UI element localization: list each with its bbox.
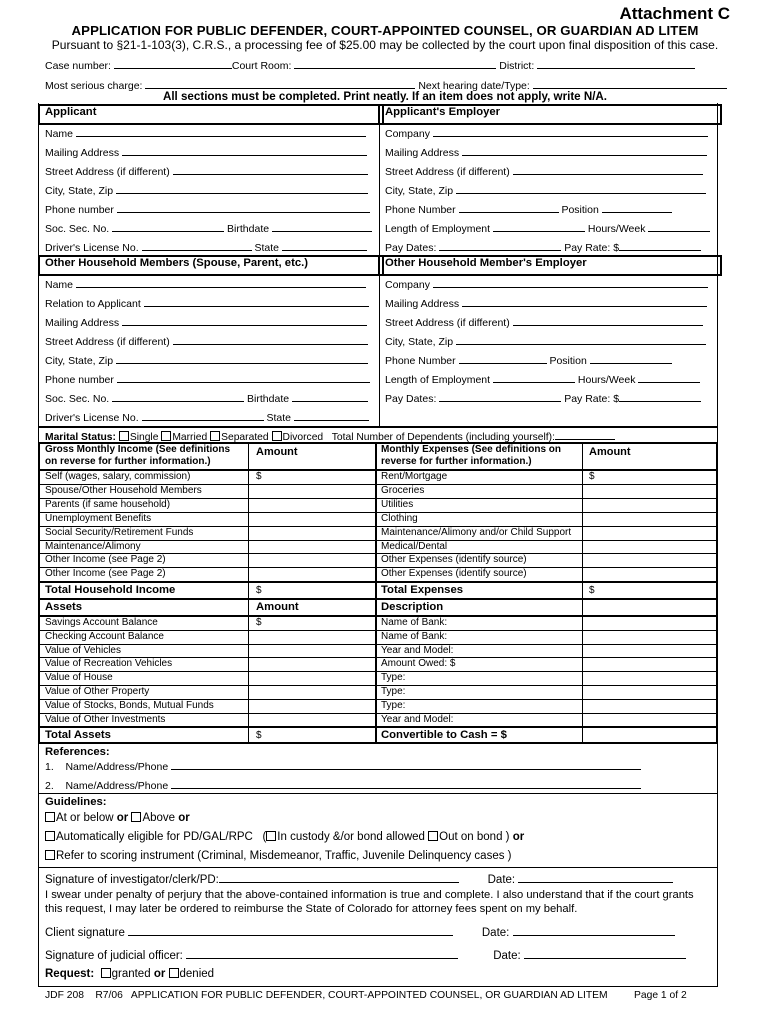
serious-charge-field[interactable] <box>145 78 415 89</box>
granted-checkbox[interactable] <box>101 968 111 978</box>
description-row-label: Amount Owed: $ <box>381 658 456 670</box>
income-row-label: Other Income (see Page 2) <box>45 554 166 566</box>
hh-employer-street-field[interactable] <box>513 316 703 326</box>
household-state-field[interactable] <box>294 411 369 421</box>
hh-employer-mailing-label: Mailing Address <box>385 298 460 310</box>
auto-eligible-checkbox[interactable] <box>45 831 55 841</box>
assets-amount-heading: Amount <box>256 601 299 613</box>
employer-mailing-label: Mailing Address <box>385 147 460 159</box>
hh-employer-city-field[interactable] <box>456 335 706 345</box>
employer-mailing-row <box>385 146 707 159</box>
employer-city-field[interactable] <box>456 184 706 194</box>
divider <box>38 671 718 672</box>
income-amount-field[interactable] <box>249 484 375 498</box>
household-heading: Other Household Members (Spouse, Parent, etc.) <box>45 257 309 269</box>
out-on-bond-checkbox[interactable] <box>428 831 438 841</box>
court-room-label: Court Room: <box>231 60 292 72</box>
next-hearing-label: Next hearing date/Type: <box>418 80 530 92</box>
investigator-row <box>45 872 673 886</box>
description-amount-field[interactable] <box>583 616 716 630</box>
description-row-label: Type: <box>381 699 406 711</box>
divider <box>38 512 718 513</box>
household-street-field[interactable] <box>173 335 368 345</box>
household-phone-field[interactable] <box>117 373 370 383</box>
asset-amount-field[interactable] <box>249 685 375 699</box>
hh-employer-length-field[interactable] <box>493 373 575 383</box>
form-title: APPLICATION FOR PUBLIC DEFENDER, COURT-APPOINTED COUNSEL, OR GUARDIAN AD LITEM <box>71 23 699 38</box>
applicant-birthdate-field[interactable] <box>272 222 372 232</box>
expense-amount-field[interactable] <box>583 512 716 526</box>
employer-city-row <box>385 184 706 197</box>
applicant-birthdate-label: Birthdate <box>227 223 270 235</box>
single-label: Single <box>129 432 159 443</box>
applicant-ssn-field[interactable] <box>112 222 224 232</box>
assets-dollar-sign: $ <box>256 617 262 628</box>
denied-checkbox[interactable] <box>169 968 179 978</box>
hh-employer-payrate-field[interactable] <box>619 392 701 402</box>
description-amount-field[interactable] <box>583 630 716 644</box>
expense-row-label: Other Expenses (identify source) <box>381 568 527 580</box>
asset-amount-field[interactable] <box>249 630 375 644</box>
expense-amount-field[interactable] <box>583 470 716 484</box>
attachment-label: Attachment C <box>619 4 730 23</box>
date-label: Date: <box>493 950 521 962</box>
household-state-label: State <box>266 412 291 424</box>
at-or-below-label: At or below <box>56 812 114 824</box>
employer-street-field[interactable] <box>513 165 703 175</box>
description-row-label: Name of Bank: <box>381 630 448 642</box>
divider <box>38 598 718 600</box>
description-amount-field[interactable] <box>583 671 716 685</box>
household-phone-row <box>45 373 370 386</box>
employer-pay-row <box>385 241 701 254</box>
household-mailing-label: Mailing Address <box>45 317 120 329</box>
applicant-license-row <box>45 241 367 254</box>
expenses-heading: Monthly Expenses (See definitions on reverse for further information.) <box>381 444 562 467</box>
total-income-dollar: $ <box>256 585 262 596</box>
in-custody-label: In custody &/or bond allowed <box>277 831 425 843</box>
household-mailing-field[interactable] <box>122 316 367 326</box>
hh-employer-street-label: Street Address (if different) <box>385 317 510 329</box>
single-checkbox[interactable] <box>119 431 129 441</box>
household-ssn-label: Soc. Sec. No. <box>45 393 110 405</box>
description-row-label: Year and Model: <box>381 713 454 725</box>
employer-heading: Applicant's Employer <box>385 106 501 118</box>
judicial-signature-field[interactable] <box>186 948 458 959</box>
applicant-mailing-field[interactable] <box>122 146 367 156</box>
auto-eligible-label: Automatically eligible for PD/GAL/RPC <box>56 831 253 843</box>
or-label: or <box>178 812 190 824</box>
description-amount-field[interactable] <box>583 657 716 671</box>
guidelines-row-3 <box>45 850 512 862</box>
hh-employer-phone-row <box>385 354 672 367</box>
expenses-amount-heading: Amount <box>589 446 631 458</box>
hh-employer-mailing-row <box>385 297 707 310</box>
divider <box>38 793 718 794</box>
description-row-label: Name of Bank: <box>381 617 448 628</box>
description-row-label: Year and Model: <box>381 644 454 656</box>
income-row-label: Maintenance/Alimony <box>45 540 141 552</box>
applicant-city-label: City, State, Zip <box>45 185 114 197</box>
judicial-signature-label: Signature of judicial officer: <box>45 950 183 962</box>
divorced-label: Divorced <box>282 432 324 443</box>
in-custody-checkbox[interactable] <box>266 831 276 841</box>
denied-label: denied <box>179 968 215 980</box>
reference-2-field[interactable] <box>171 779 641 789</box>
married-label: Married <box>172 432 208 443</box>
serious-charge-label: Most serious charge: <box>45 80 143 92</box>
employer-street-row <box>385 165 703 178</box>
household-birthdate-label: Birthdate <box>247 393 290 405</box>
employer-length-row <box>385 222 710 235</box>
description-row-label: Type: <box>381 686 406 697</box>
guidelines-heading: Guidelines: <box>45 796 107 808</box>
household-ssn-field[interactable] <box>112 392 244 402</box>
hh-employer-mailing-field[interactable] <box>462 297 707 307</box>
household-relation-field[interactable] <box>144 297 369 307</box>
household-ssn-row <box>45 392 368 405</box>
expense-row-label: Utilities <box>381 498 414 510</box>
hh-employer-position-field[interactable] <box>590 354 672 364</box>
household-license-row <box>45 411 369 424</box>
applicant-street-field[interactable] <box>173 165 368 175</box>
household-street-row <box>45 335 368 348</box>
hh-employer-company-field[interactable] <box>433 278 708 288</box>
employer-hours-label: Hours/Week <box>587 223 646 235</box>
client-row <box>45 925 675 939</box>
hh-employer-city-label: City, State, Zip <box>385 336 454 348</box>
household-license-label: Driver's License No. <box>45 412 139 424</box>
employer-company-row <box>385 127 708 140</box>
household-name-label: Name <box>45 279 74 291</box>
marital-row <box>45 429 615 443</box>
employer-hours-field[interactable] <box>648 222 710 232</box>
applicant-street-row <box>45 165 368 178</box>
instructions: All sections must be completed. Print neatly. If an item does not apply, write N/A. <box>162 90 608 103</box>
household-city-row <box>45 354 368 367</box>
footer-form-id: JDF 208 R7/06 APPLICATION FOR PUBLIC DEFENDER, COURT-APPOINTED COUNSEL, OR GUARDIAN AD LITEM <box>45 990 608 1001</box>
income-row-label: Unemployment Benefits <box>45 512 152 524</box>
employer-payrate-field[interactable] <box>619 241 701 251</box>
employer-payrate-label: Pay Rate: $ <box>564 242 620 254</box>
income-amount-field[interactable] <box>249 498 375 512</box>
oath-text: I swear under penalty of perjury that the above-contained information is true and complete. I also understand that if the court grants this request, I may later be ordered to reimburse the State of Colorado for attorney fees spent on my behalf. <box>45 889 694 915</box>
divider <box>38 726 718 728</box>
divider <box>379 272 380 426</box>
applicant-mailing-label: Mailing Address <box>45 147 120 159</box>
applicant-state-label: State <box>254 242 279 254</box>
household-city-field[interactable] <box>116 354 368 364</box>
income-row-label: Spouse/Other Household Members <box>45 484 202 496</box>
asset-row-label: Savings Account Balance <box>45 617 158 628</box>
or-label: or <box>116 812 129 824</box>
applicant-mailing-row <box>45 146 367 159</box>
income-row-label: Social Security/Retirement Funds <box>45 526 194 538</box>
household-name-row <box>45 278 366 291</box>
client-date-field[interactable] <box>513 925 675 936</box>
hh-employer-street-row <box>385 316 703 329</box>
divider <box>38 426 718 428</box>
asset-amount-field[interactable] <box>249 644 375 658</box>
employer-company-field[interactable] <box>433 127 708 137</box>
income-row-label: Self (wages, salary, commission) <box>45 471 191 482</box>
description-amount-field[interactable] <box>583 713 716 727</box>
income-amount-field[interactable] <box>249 470 375 484</box>
judicial-date-field[interactable] <box>524 948 686 959</box>
request-label: Request: <box>45 968 95 980</box>
guidelines-row-2: Automatically eligible for PD/GAL/RPC ( In custody &/or bond allowed Out on bond ) or <box>45 831 524 843</box>
reference-2-num: 2. <box>45 780 54 792</box>
employer-length-label: Length of Employment <box>385 223 491 235</box>
total-income-label: Total Household Income <box>45 584 176 596</box>
case-number-label: Case number: <box>45 60 111 72</box>
judicial-row <box>45 948 686 962</box>
divider <box>38 540 718 541</box>
at-or-below-checkbox[interactable] <box>45 812 55 822</box>
hh-employer-position-label: Position <box>549 355 587 367</box>
date-label: Date: <box>481 927 510 939</box>
above-label: Above <box>142 812 176 824</box>
guidelines-row-1 <box>45 812 190 824</box>
next-hearing-field[interactable] <box>533 78 727 89</box>
applicant-license-field[interactable] <box>142 241 252 251</box>
description-amount-field[interactable] <box>583 644 716 658</box>
description-amount-field[interactable] <box>583 685 716 699</box>
employer-phone-row <box>385 203 672 216</box>
applicant-city-row <box>45 184 368 197</box>
or-label: or <box>512 831 525 843</box>
hh-employer-paydates-field[interactable] <box>439 392 561 402</box>
divider <box>379 121 380 257</box>
dependents-field[interactable] <box>555 429 615 440</box>
reference-2-row <box>45 779 641 792</box>
asset-amount-field[interactable] <box>249 671 375 685</box>
asset-row-label: Checking Account Balance <box>45 630 164 642</box>
asset-amount-field[interactable] <box>249 616 375 630</box>
divider <box>38 867 718 868</box>
household-street-label: Street Address (if different) <box>45 336 170 348</box>
income-heading: Gross Monthly Income (See definitions on reverse for further information.) <box>45 444 231 467</box>
household-relation-row <box>45 297 369 310</box>
expense-amount-field[interactable] <box>583 567 716 581</box>
expense-amount-field[interactable] <box>583 553 716 567</box>
divider <box>38 484 718 485</box>
divider <box>38 581 718 583</box>
district-field[interactable] <box>537 58 695 69</box>
divider <box>38 713 718 714</box>
date-label: Date: <box>487 874 516 886</box>
applicant-phone-row <box>45 203 370 216</box>
employer-paydates-label: Pay Dates: <box>385 242 437 254</box>
client-signature-field[interactable] <box>128 925 453 936</box>
employer-phone-label: Phone Number <box>385 204 456 216</box>
divider <box>38 685 718 686</box>
footer-page-number: Page 1 of 2 <box>634 990 687 1001</box>
income-row-label: Parents (if same household) <box>45 498 171 510</box>
hh-employer-hours-label: Hours/Week <box>577 374 636 386</box>
household-name-field[interactable] <box>76 278 366 288</box>
income-amount-heading: Amount <box>256 446 298 458</box>
asset-amount-field[interactable] <box>249 657 375 671</box>
hh-employer-payrate-label: Pay Rate: $ <box>564 393 620 405</box>
hh-employer-phone-label: Phone Number <box>385 355 456 367</box>
separated-label: Separated <box>221 432 269 443</box>
married-checkbox[interactable] <box>161 431 171 441</box>
expense-row-label: Medical/Dental <box>381 540 448 552</box>
expense-amount-field[interactable] <box>583 526 716 540</box>
hh-employer-length-label: Length of Employment <box>385 374 491 386</box>
hh-employer-length-row <box>385 373 700 386</box>
hh-employer-city-row <box>385 335 706 348</box>
divider <box>38 644 718 645</box>
divider <box>38 553 718 554</box>
income-amount-field[interactable] <box>249 567 375 581</box>
income-row-label: Other Income (see Page 2) <box>45 568 166 580</box>
reference-1-field[interactable] <box>171 760 641 770</box>
expense-amount-field[interactable] <box>583 498 716 512</box>
applicant-license-label: Driver's License No. <box>45 242 139 254</box>
asset-row-label: Value of House <box>45 672 113 684</box>
divider <box>38 498 718 499</box>
asset-row-label: Value of Other Investments <box>45 713 166 725</box>
applicant-phone-label: Phone number <box>45 204 114 216</box>
expenses-dollar-sign: $ <box>589 471 595 482</box>
asset-row-label: Value of Other Property <box>45 686 150 697</box>
expense-row-label: Clothing <box>381 512 418 524</box>
form-subtitle: Pursuant to §21-1-103(3), C.R.S., a processing fee of $25.00 may be collected by the court upon final disposition of this case. <box>51 38 719 52</box>
investigator-signature-field[interactable] <box>219 872 459 883</box>
asset-row-label: Value of Stocks, Bonds, Mutual Funds <box>45 699 214 711</box>
employer-mailing-field[interactable] <box>462 146 707 156</box>
investigator-date-field[interactable] <box>518 872 673 883</box>
employer-paydates-field[interactable] <box>439 241 561 251</box>
case-number-field[interactable] <box>114 58 232 69</box>
divider <box>38 567 718 568</box>
employer-phone-field[interactable] <box>459 203 559 213</box>
household-mailing-row <box>45 316 367 329</box>
client-signature-label: Client signature <box>45 927 125 939</box>
reference-2-label: Name/Address/Phone <box>65 780 169 792</box>
divider <box>38 699 718 700</box>
or-label: or <box>153 968 166 980</box>
reference-1-num: 1. <box>45 761 54 773</box>
asset-row-label: Value of Recreation Vehicles <box>45 658 173 670</box>
household-birthdate-field[interactable] <box>292 392 368 402</box>
reference-1-row <box>45 760 641 773</box>
separated-checkbox[interactable] <box>210 431 220 441</box>
expense-row-label: Groceries <box>381 484 425 496</box>
request-row <box>45 968 214 980</box>
expense-row-label: Rent/Mortgage <box>381 471 448 482</box>
applicant-state-field[interactable] <box>282 241 367 251</box>
hh-employer-company-row <box>385 278 708 291</box>
household-relation-label: Relation to Applicant <box>45 298 141 310</box>
investigator-label: Signature of investigator/clerk/PD: <box>45 874 219 886</box>
employer-length-field[interactable] <box>493 222 585 232</box>
divorced-checkbox[interactable] <box>272 431 282 441</box>
total-expenses-dollar: $ <box>589 585 595 596</box>
hh-employer-company-label: Company <box>385 279 430 291</box>
out-on-bond-label: Out on bond <box>439 831 503 843</box>
applicant-ssn-label: Soc. Sec. No. <box>45 223 110 235</box>
applicant-name-label: Name <box>45 128 74 140</box>
expense-row-label: Maintenance/Alimony and/or Child Support <box>381 526 572 538</box>
applicant-ssn-row <box>45 222 372 235</box>
applicant-street-label: Street Address (if different) <box>45 166 170 178</box>
marital-label: Marital Status: <box>45 432 116 443</box>
hh-employer-phone-field[interactable] <box>459 354 547 364</box>
above-checkbox[interactable] <box>131 812 141 822</box>
household-license-field[interactable] <box>142 411 264 421</box>
income-dollar-sign: $ <box>256 471 262 482</box>
case-number-row <box>45 58 695 72</box>
hh-employer-hours-field[interactable] <box>638 373 700 383</box>
asset-row-label: Value of Vehicles <box>45 644 121 656</box>
description-heading: Description <box>381 601 444 613</box>
district-label: District: <box>499 60 535 72</box>
employer-street-label: Street Address (if different) <box>385 166 510 178</box>
hh-employer-paydates-label: Pay Dates: <box>385 393 437 405</box>
description-row-label: Type: <box>381 672 406 684</box>
refer-scoring-checkbox[interactable] <box>45 850 55 860</box>
divider <box>38 657 718 658</box>
expense-row-label: Other Expenses (identify source) <box>381 554 527 566</box>
hh-employer-pay-row <box>385 392 701 405</box>
total-assets-dollar: $ <box>256 730 262 741</box>
household-employer-heading: Other Household Member's Employer <box>385 257 587 269</box>
applicant-name-field[interactable] <box>76 127 366 137</box>
household-phone-label: Phone number <box>45 374 114 386</box>
income-amount-field[interactable] <box>249 540 375 554</box>
income-amount-field[interactable] <box>249 553 375 567</box>
income-amount-field[interactable] <box>249 526 375 540</box>
expense-amount-field[interactable] <box>583 484 716 498</box>
employer-company-label: Company <box>385 128 430 140</box>
asset-amount-field[interactable] <box>249 699 375 713</box>
references-heading: References: <box>45 746 110 758</box>
total-assets-label: Total Assets <box>45 729 111 741</box>
description-amount-field[interactable] <box>583 699 716 713</box>
convertible-label: Convertible to Cash = $ <box>381 729 507 741</box>
refer-scoring-label: Refer to scoring instrument (Criminal, Misdemeanor, Traffic, Juvenile Delinquency cases ) <box>56 850 512 862</box>
expense-amount-field[interactable] <box>583 540 716 554</box>
granted-label: granted <box>111 968 151 980</box>
employer-city-label: City, State, Zip <box>385 185 454 197</box>
household-city-label: City, State, Zip <box>45 355 114 367</box>
applicant-phone-field[interactable] <box>117 203 370 213</box>
total-expenses-label: Total Expenses <box>381 584 464 596</box>
assets-heading: Assets <box>45 601 83 613</box>
employer-position-field[interactable] <box>602 203 672 213</box>
reference-1-label: Name/Address/Phone <box>65 761 169 773</box>
dependents-label: Total Number of Dependents (including yourself): <box>331 432 555 443</box>
employer-position-label: Position <box>561 204 599 216</box>
court-room-field[interactable] <box>294 58 496 69</box>
asset-amount-field[interactable] <box>249 713 375 727</box>
applicant-heading: Applicant <box>45 106 97 118</box>
income-amount-field[interactable] <box>249 512 375 526</box>
applicant-name-row <box>45 127 366 140</box>
divider <box>38 630 718 631</box>
divider <box>38 526 718 527</box>
applicant-city-field[interactable] <box>116 184 368 194</box>
